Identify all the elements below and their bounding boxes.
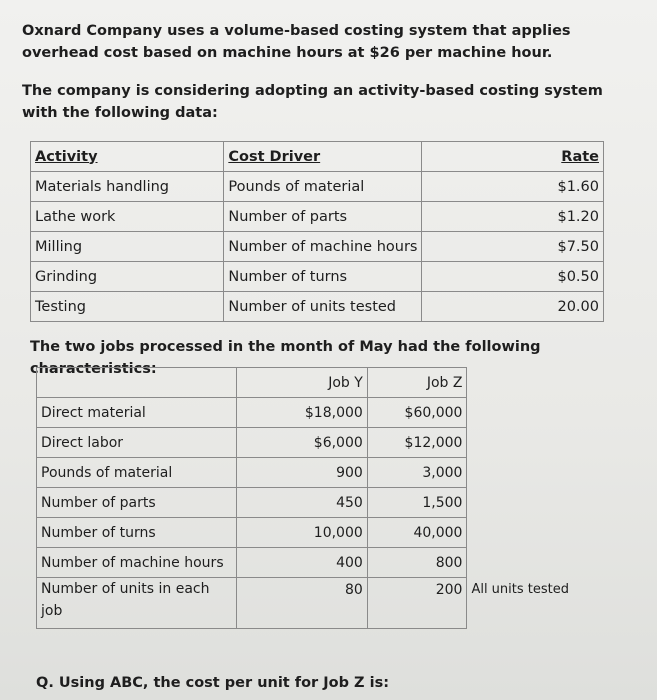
- note-cell: [467, 458, 608, 488]
- note-cell: [467, 398, 608, 428]
- rate-cell: 20.00: [422, 292, 604, 322]
- item-cell: Direct material: [37, 398, 237, 428]
- header-cost-driver: Cost Driver: [224, 142, 422, 172]
- activity-cell: Lathe work: [31, 202, 224, 232]
- table-row: [31, 262, 604, 292]
- rate-cell: $1.20: [422, 202, 604, 232]
- activity-cell: Testing: [31, 292, 224, 322]
- job-z-cell: 3,000: [367, 458, 467, 488]
- activity-cell: Grinding: [31, 262, 224, 292]
- job-y-cell: 900: [237, 458, 367, 488]
- job-y-cell: 400: [237, 548, 367, 578]
- header-job-z: Job Z: [367, 368, 467, 398]
- cost-driver-cell: Number of units tested: [224, 292, 422, 322]
- question-text: Q. Using ABC, the cost per unit for Job Z is:: [36, 675, 390, 691]
- table-row: [31, 292, 604, 322]
- rate-cell: $1.60: [422, 172, 604, 202]
- header-rate: Rate: [422, 142, 604, 172]
- intro-paragraph: Oxnard Company uses a volume-based costing system that applies overhead cost based on machine hours at $26 per machine hour.: [22, 23, 571, 61]
- item-cell: Direct labor: [37, 428, 237, 458]
- item-cell: Number of turns: [37, 518, 237, 548]
- job-z-cell: 800: [367, 548, 467, 578]
- cost-driver-cell: Number of turns: [224, 262, 422, 292]
- rate-cell: $0.50: [422, 262, 604, 292]
- table-row: [31, 232, 604, 262]
- note-cell: All units tested: [471, 581, 569, 597]
- item-cell: Pounds of material: [37, 458, 237, 488]
- header-activity: Activity: [31, 142, 224, 172]
- cost-driver-cell: Number of parts: [224, 202, 422, 232]
- item-cell: Number of machine hours: [37, 548, 237, 578]
- table-row: [37, 398, 608, 428]
- table-row: [37, 488, 608, 518]
- job-z-cell: 1,500: [367, 488, 467, 518]
- job-y-cell: $18,000: [237, 398, 367, 428]
- job-y-cell: 80: [237, 578, 367, 629]
- job-y-cell: $6,000: [237, 428, 367, 458]
- job-y-cell: 10,000: [237, 518, 367, 548]
- header-blank: [37, 368, 237, 398]
- abc-intro-paragraph: The company is considering adopting an activity-based costing system with the following data:: [22, 83, 603, 121]
- jobs-table: [36, 367, 608, 629]
- header-job-y: Job Y: [237, 368, 367, 398]
- jobs-table-header: [37, 368, 608, 398]
- table-row: [31, 172, 604, 202]
- cost-driver-cell: Pounds of material: [224, 172, 422, 202]
- rate-cell: $7.50: [422, 232, 604, 262]
- job-z-cell: $60,000: [367, 398, 467, 428]
- job-z-cell: 40,000: [367, 518, 467, 548]
- item-cell: Number of units in each job: [37, 578, 237, 629]
- note-cell: [467, 428, 608, 458]
- table-row: [31, 202, 604, 232]
- job-y-cell: 450: [237, 488, 367, 518]
- note-cell: [467, 518, 608, 548]
- activity-cell: Materials handling: [31, 172, 224, 202]
- note-cell: [467, 368, 608, 398]
- activity-table: [30, 141, 604, 322]
- item-cell: Number of parts: [37, 488, 237, 518]
- table-row: [37, 518, 608, 548]
- table-row: [37, 458, 608, 488]
- note-cell: [467, 488, 608, 518]
- activity-cell: Milling: [31, 232, 224, 262]
- job-z-cell: $12,000: [367, 428, 467, 458]
- table-row: [37, 578, 608, 629]
- table-row: [37, 548, 608, 578]
- table-row: [37, 428, 608, 458]
- job-z-cell: 200: [367, 578, 467, 629]
- activity-table-header: [31, 142, 604, 172]
- cost-driver-cell: Number of machine hours: [224, 232, 422, 262]
- jobs-intro-paragraph: The two jobs processed in the month of May had the following characteristics:: [30, 339, 541, 377]
- note-cell: [467, 548, 608, 578]
